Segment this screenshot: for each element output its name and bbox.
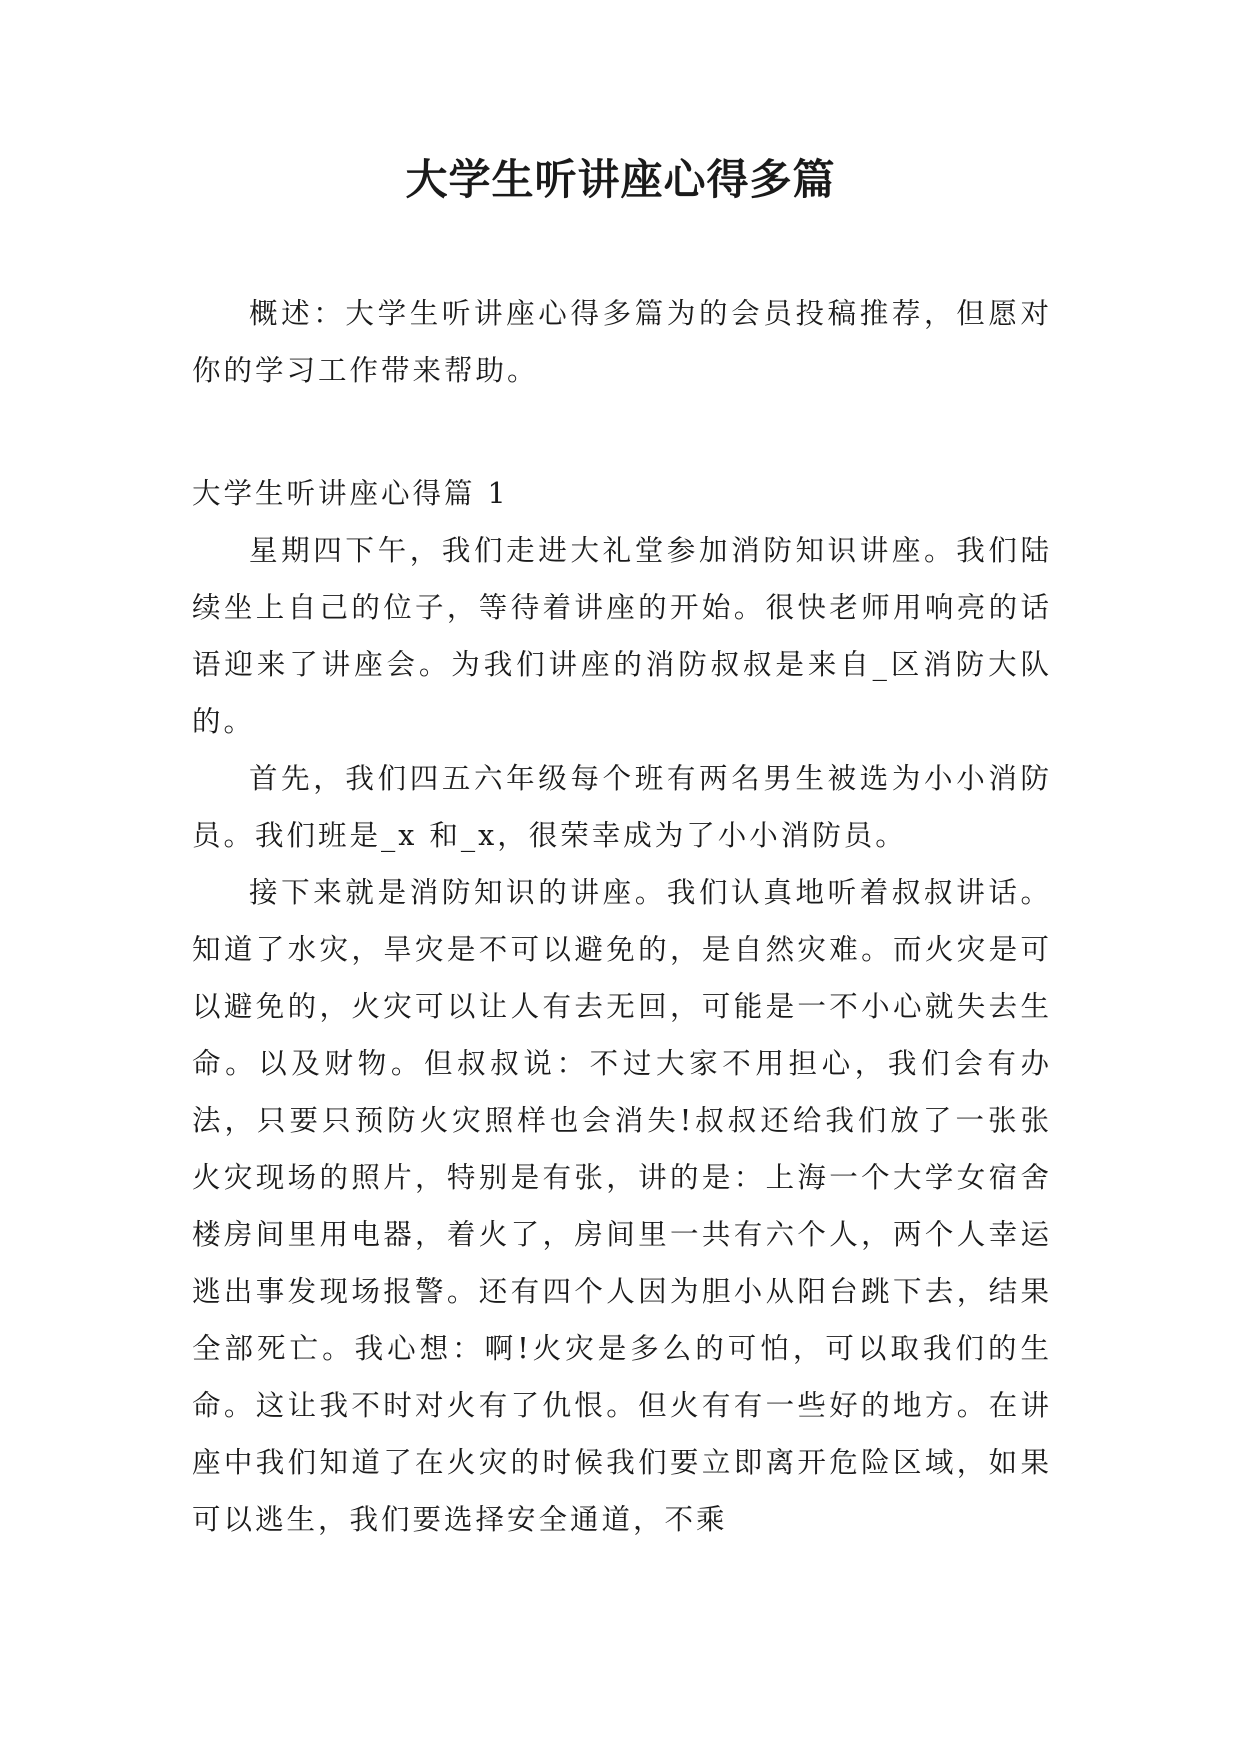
summary-paragraph: 概述：大学生听讲座心得多篇为的会员投稿推荐，但愿对你的学习工作带来帮助。 (192, 297, 1052, 387)
body-paragraph: 接下来就是消防知识的讲座。我们认真地听着叔叔讲话。知道了水灾，旱灾是不可以避免的，是自然灾难。而火灾是可以避免的，火灾可以让人有去无回，可能是一不小心就失去生命。以及财物。但叔叔说：不过大家不用担心，我们会有办法，只要只预防火灾照样也会消失!叔叔还给我们放了一张张火灾现场的照片，特别是有张，讲的是：上海一个大学女宿舍楼房间里用电器，着火了，房间里一共有六个人，两个人幸运逃出事发现场报警。还有四个人因为胆小从阳台跳下去，结果全部死亡。我心想：啊!火灾是多么的可怕，可以取我们的生命。这让我不时对火有了仇恨。但火有有一些好的地方。在讲座中我们知道了在火灾的时候我们要立即离开危险区域，如果可以逃生，我们要选择安全通道，不乘 (192, 876, 1052, 1536)
summary-block (192, 285, 1052, 399)
body-paragraph: 星期四下午，我们走进大礼堂参加消防知识讲座。我们陆续坐上自己的位子，等待着讲座的开始。很快老师用响亮的话语迎来了讲座会。为我们讲座的消防叔叔是来自_区消防大队的。 (192, 534, 1052, 738)
section-1 (192, 465, 1052, 1548)
document-title: 大学生听讲座心得多篇 (405, 155, 836, 204)
body-paragraph: 首先，我们四五六年级每个班有两名男生被选为小小消防员。我们班是_x 和_x，很荣幸成为了小小消防员。 (192, 762, 1052, 852)
section-heading: 大学生听讲座心得篇 1 (192, 477, 509, 510)
